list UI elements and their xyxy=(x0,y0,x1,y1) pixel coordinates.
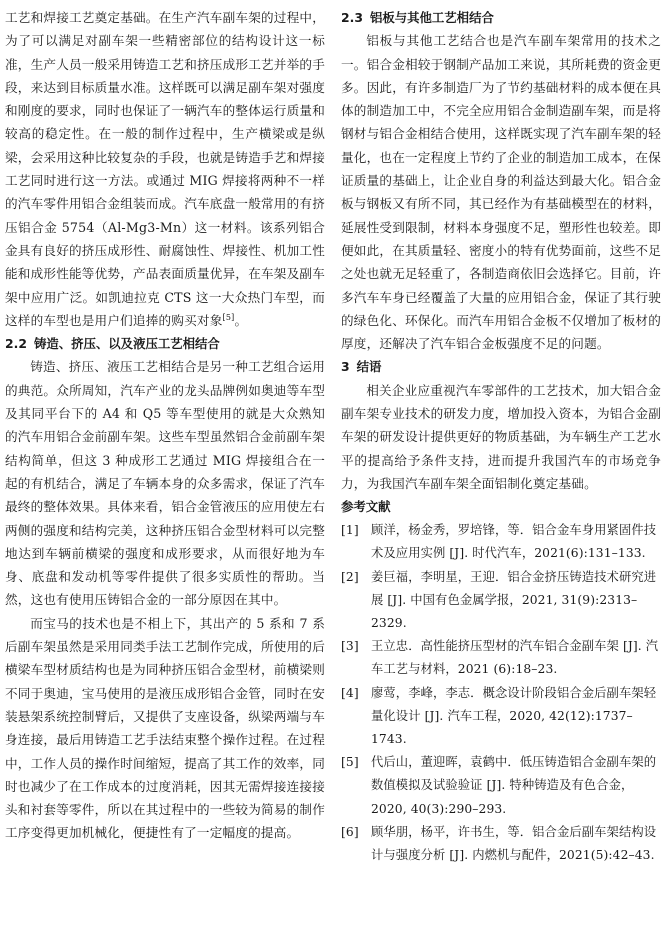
reference-item: [3] 王立忠．高性能挤压型材的汽车铝合金副车架 [J]. 汽车工艺与材料，2021 (6):18–23. xyxy=(341,639,659,677)
references-list xyxy=(341,519,661,867)
section-title: 铝板与其他工艺相结合 xyxy=(369,10,494,25)
section-number: 2.3 xyxy=(341,10,363,25)
reference-item: [5] 代后山，董迎晖，袁鹤中．低压铸造铝合金副车架的数值模拟及试验验证 [J]. 特种铸造及有色合金，2020, 40(3):290–293. xyxy=(341,755,657,816)
reference-item: [4] 廖莺，李峰，李志．概念设计阶段铝合金后副车架轻量化设计 [J]. 汽车工程，2020, 42(12):1737–1743. xyxy=(341,685,657,747)
section-2-3-heading xyxy=(341,6,661,29)
paragraph-aluminum-sheet: 铝板与其他工艺结合也是汽车副车架常用的技术之一。铝合金相较于钢制产品加工来说，其所耗费的资金更多。因此，有许多制造厂为了节约基础材料的成本便在具体的制造加工中，不完全应用铝合金制造副车架，而是将钢材与铝合金相结合使用，这样既实现了汽车副车架的轻量化，也在一定程度上节约了企业的制造加工成本，在保证质量的基础上，让企业自身的利益达到最大化。铝合金板与钢板又有所不同，其已经作为有基础模型在的材料，延展性受到限制，材料本身强度不足，塑形性也较差。即便如此，在其质量轻、密度小的特有优势面前，这些不足之处也就无足轻重了，各制造商依旧会选择它。目前，许多汽车车身已经覆盖了大量的应用铝合金，保证了其行驶的绿色化、环保化。而汽车用铝合金板不仅增加了板材的厚度，还解决了汽车铝合金板强度不足的问题。 xyxy=(341,33,661,352)
right-column xyxy=(341,6,661,867)
paragraph-casting-extrusion-hydroforming: 铸造、挤压、液压工艺相结合是另一种工艺组合运用的典范。众所周知，汽车产业的龙头品牌例如奥迪等车型及其同平台下的 A4 和 Q5 等车型使用的就是大众熟知的汽车用铝合金前副车架。这些车型虽然铝合金前副车架结构简单，但这 3 种成形工艺通过 MIG 焊接组合在一起的有机结合，满足了车辆本身的众多需求，保证了汽车最终的整体效果。具体来看，铝合金管液压的应用使左右两侧的强度和结构完美，这种挤压铝合金型材料可以完整地达到车辆前横梁的强度和成形要求，从而很好地为车身、底盘和发动机等零件提供了很多实质性的帮助。当然，这也有使用压铸铝合金的一部分原因在其中。 xyxy=(5,359,325,608)
paragraph-continued: 工艺和焊接工艺奠定基础。在生产汽车副车架的过程中，为了可以满足对副车架一些精密部位的结构设计这一标准，生产人员一般采用铸造工艺和挤压成形工艺并举的手段，来达到目标质量水准。这样既可以满足副车架对强度和刚度的要求，同时也保证了一辆汽车的整体运行质量和较高的稳定性。在一般的制作过程中，生产横梁或是纵梁，会采用这种比较复杂的手段，也就是铸造手艺和焊接工艺同时进行这一方法。或通过 MIG 焊接将两种不一样的汽车零件用铝合金组装而成。汽车底盘一般常用的有挤压铝合金 5754（Al-Mg3-Mn）这一材料。该系列铝合金具有良好的挤压成形性、耐腐蚀性、焊接性、机加工性能和成形性能等优势，产品表面质量优异，在车架及副车架中应用广泛。如凯迪拉克 CTS 这一大众热门车型，而这样的车型也是用户们追捧的购买对象[5]。 xyxy=(5,10,325,328)
reference-item: [6] 顾华朋，杨平，许书生，等．铝合金后副车架结构设计与强度分析 [J]. 内燃机与配件，2021(5):42–43. xyxy=(341,824,657,863)
paragraph-bmw: 而宝马的技术也是不相上下，其出产的 5 系和 7 系后副车架虽然是采用同类手法工艺制作完成，所使用的后横梁车型材质结构也是为同种挤压铝合金型材，前横梁则不同于奥迪，宝马使用的是液压成形铝合金管，同时在安装悬架系统控制臂后，又提供了支座设备，纵梁两端与车身连接，最后用铸造工艺手法结束整个操作过程。在过程中，工作人员的操作时间缩短，提高了其工作的效率，同时也减少了在工作成本的过度消耗，因其无需焊接连接接头和衬套等零件，所以在其过程中的一些较为简易的制作工序变得更加机械化，便捷性有了一定幅度的提高。 xyxy=(5,615,325,841)
reference-item: [1] 顾洋，杨金秀，罗培锋，等．铝合金车身用紧固件技术及应用实例 [J]. 时代汽车，2021(6):131–133. xyxy=(341,523,657,561)
section-2-2-heading xyxy=(5,332,325,355)
reference-item: [2] 姜巨福，李明星，王迎．铝合金挤压铸造技术研究进展 [J]. 中国有色金属学报，2021, 31(9):2313–2329. xyxy=(341,569,657,631)
section-number: 3 xyxy=(341,359,350,375)
references-heading: 参考文献 xyxy=(341,499,391,515)
section-number: 2.2 xyxy=(5,336,27,352)
section-title: 铸造、挤压、以及液压工艺相结合 xyxy=(33,336,220,352)
section-title: 结语 xyxy=(356,359,382,375)
paragraph-conclusion: 相关企业应重视汽车零部件的工艺技术，加大铝合金副车架专业技术的研发力度，增加投入资本，为铝合金副车架的研发设计提供更好的物质基础，为车辆生产工艺水平的提高给予条件支持，进而提升我国汽车的市场竞争力，为我国汽车副车架全面铝制化奠定基础。 xyxy=(341,382,661,491)
section-3-heading xyxy=(341,355,661,378)
left-column xyxy=(5,6,325,845)
citation-5: [5] xyxy=(222,312,235,322)
